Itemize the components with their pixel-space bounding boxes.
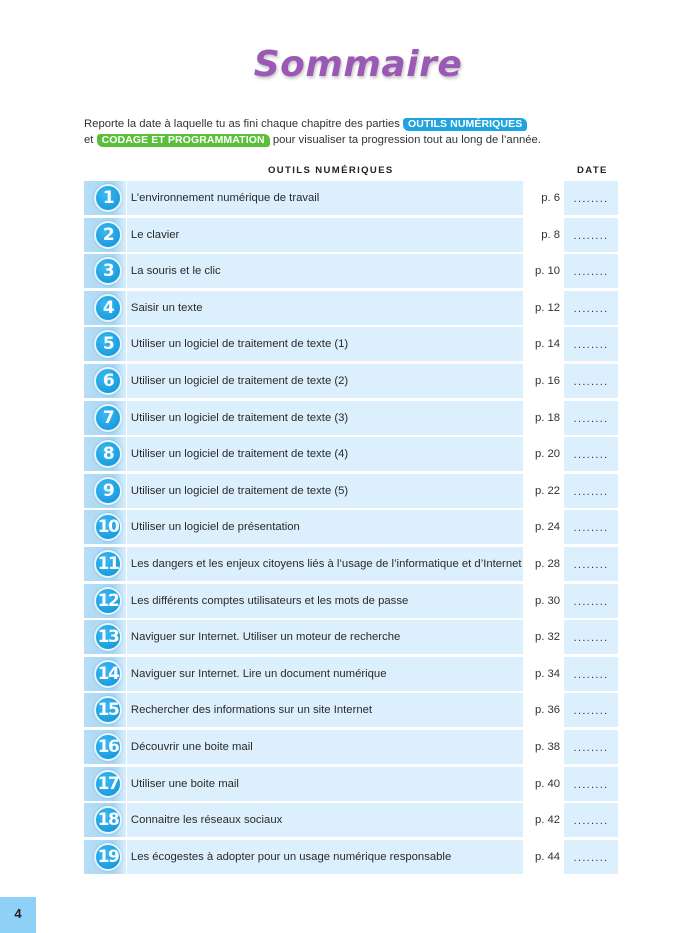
chapter-number-circle-icon: 5 bbox=[94, 330, 122, 358]
chapter-row bbox=[84, 584, 618, 618]
chapter-page-ref: p. 32 bbox=[534, 631, 561, 644]
chapter-number-circle-icon: 14 bbox=[94, 660, 122, 688]
chapter-page-ref: p. 40 bbox=[534, 777, 561, 790]
chapter-title: La souris et le clic bbox=[127, 254, 523, 288]
chapter-date-field[interactable]: ........ bbox=[564, 474, 618, 508]
chapter-number-circle-icon: 13 bbox=[94, 623, 122, 651]
chapter-title: Utiliser un logiciel de traitement de texte (5) bbox=[127, 474, 523, 508]
chapter-number-circle-icon: 8 bbox=[94, 440, 122, 468]
chapter-title: Utiliser un logiciel de traitement de texte (4) bbox=[127, 437, 523, 471]
chapter-page-ref: p. 16 bbox=[534, 374, 561, 387]
chapter-number-badge bbox=[84, 254, 126, 288]
chapter-title: Les écogestes à adopter pour un usage numérique responsable bbox=[127, 840, 523, 874]
chapter-row bbox=[84, 657, 618, 691]
chapter-title: Utiliser un logiciel de traitement de texte (1) bbox=[127, 327, 523, 361]
chapter-number-circle-icon: 4 bbox=[94, 294, 122, 322]
chapter-date-field[interactable]: ........ bbox=[564, 327, 618, 361]
date-column-header: DATE bbox=[577, 165, 608, 176]
chapter-page-ref: p. 20 bbox=[534, 448, 561, 461]
chapter-page-ref: p. 24 bbox=[534, 521, 561, 534]
chapter-row bbox=[84, 401, 618, 435]
tag-outils-numeriques: OUTILS NUMÉRIQUES bbox=[403, 118, 527, 131]
chapter-number-circle-icon: 17 bbox=[94, 770, 122, 798]
chapter-number-circle-icon: 19 bbox=[94, 843, 122, 871]
chapter-number-badge bbox=[84, 364, 126, 398]
tag-codage-programmation: CODAGE ET PROGRAMMATION bbox=[97, 134, 270, 147]
chapter-row bbox=[84, 620, 618, 654]
chapter-date-field[interactable]: ........ bbox=[564, 657, 618, 691]
chapter-title: Utiliser une boite mail bbox=[127, 767, 523, 801]
chapter-date-field[interactable]: ........ bbox=[564, 803, 618, 837]
chapter-page-ref: p. 34 bbox=[534, 667, 561, 680]
chapter-title: Utiliser un logiciel de traitement de texte (2) bbox=[127, 364, 523, 398]
chapter-number-circle-icon: 1 bbox=[94, 184, 122, 212]
chapter-date-field[interactable]: ........ bbox=[564, 584, 618, 618]
chapter-date-field[interactable]: ........ bbox=[564, 401, 618, 435]
chapter-title: Les dangers et les enjeux citoyens liés à l’usage de l’informatique et d’Internet bbox=[127, 547, 523, 581]
chapter-number-badge bbox=[84, 693, 126, 727]
chapter-row bbox=[84, 437, 618, 471]
section-header: OUTILS NUMÉRIQUES bbox=[268, 165, 394, 176]
chapter-number-circle-icon: 6 bbox=[94, 367, 122, 395]
chapter-page-ref: p. 10 bbox=[534, 265, 561, 278]
chapter-number-circle-icon: 18 bbox=[94, 806, 122, 834]
chapter-date-field[interactable]: ........ bbox=[564, 364, 618, 398]
chapter-date-field[interactable]: ........ bbox=[564, 547, 618, 581]
chapter-title: Connaitre les réseaux sociaux bbox=[127, 803, 523, 837]
chapter-number-badge bbox=[84, 620, 126, 654]
chapter-date-field[interactable]: ........ bbox=[564, 181, 618, 215]
chapter-page-ref: p. 18 bbox=[534, 411, 561, 424]
chapter-row bbox=[84, 767, 618, 801]
chapter-title: Le clavier bbox=[127, 218, 523, 252]
chapter-title: Utiliser un logiciel de traitement de texte (3) bbox=[127, 401, 523, 435]
chapter-title: L’environnement numérique de travail bbox=[127, 181, 523, 215]
chapter-date-field[interactable]: ........ bbox=[564, 730, 618, 764]
chapter-number-badge bbox=[84, 327, 126, 361]
chapter-date-field[interactable]: ........ bbox=[564, 510, 618, 544]
chapter-number-circle-icon: 7 bbox=[94, 404, 122, 432]
chapter-page-ref: p. 12 bbox=[534, 301, 561, 314]
chapter-row bbox=[84, 840, 618, 874]
chapter-number-badge bbox=[84, 584, 126, 618]
chapter-title: Découvrir une boite mail bbox=[127, 730, 523, 764]
intro-line2-text: pour visualiser ta progression tout au long de l’année. bbox=[272, 133, 541, 146]
chapter-number-circle-icon: 10 bbox=[94, 513, 122, 541]
chapter-row bbox=[84, 730, 618, 764]
chapter-row bbox=[84, 218, 618, 252]
chapter-number-circle-icon: 16 bbox=[94, 733, 122, 761]
chapter-date-field[interactable]: ........ bbox=[564, 437, 618, 471]
chapter-row bbox=[84, 327, 618, 361]
chapter-number-badge bbox=[84, 730, 126, 764]
chapter-number-badge bbox=[84, 510, 126, 544]
chapter-page-ref: p. 36 bbox=[534, 704, 561, 717]
chapter-date-field[interactable]: ........ bbox=[564, 254, 618, 288]
page-number: 4 bbox=[0, 897, 36, 933]
chapter-number-badge bbox=[84, 657, 126, 691]
chapter-number-badge bbox=[84, 218, 126, 252]
intro-line2-prefix: et bbox=[84, 133, 94, 146]
page-title: Sommaire bbox=[253, 44, 463, 85]
chapter-title: Rechercher des informations sur un site Internet bbox=[127, 693, 523, 727]
chapter-row bbox=[84, 510, 618, 544]
chapter-row bbox=[84, 364, 618, 398]
chapter-date-field[interactable]: ........ bbox=[564, 620, 618, 654]
chapter-title: Saisir un texte bbox=[127, 291, 523, 325]
chapter-page-ref: p. 44 bbox=[534, 850, 561, 863]
chapter-date-field[interactable]: ........ bbox=[564, 693, 618, 727]
chapter-number-badge bbox=[84, 437, 126, 471]
chapter-number-circle-icon: 15 bbox=[94, 696, 122, 724]
chapter-row bbox=[84, 291, 618, 325]
chapter-row bbox=[84, 693, 618, 727]
chapter-page-ref: p. 42 bbox=[534, 814, 561, 827]
chapter-row bbox=[84, 474, 618, 508]
chapter-row bbox=[84, 547, 618, 581]
chapter-date-field[interactable]: ........ bbox=[564, 767, 618, 801]
chapter-title: Utiliser un logiciel de présentation bbox=[127, 510, 523, 544]
chapter-row bbox=[84, 254, 618, 288]
chapter-page-ref: p. 8 bbox=[541, 228, 561, 241]
chapter-title: Naviguer sur Internet. Lire un document numérique bbox=[127, 657, 523, 691]
chapter-list bbox=[84, 181, 618, 876]
chapter-page-ref: p. 22 bbox=[534, 484, 561, 497]
chapter-number-circle-icon: 12 bbox=[94, 587, 122, 615]
chapter-page-ref: p. 38 bbox=[534, 740, 561, 753]
chapter-page-ref: p. 14 bbox=[534, 338, 561, 351]
intro-instructions bbox=[84, 117, 644, 148]
chapter-number-circle-icon: 2 bbox=[94, 221, 122, 249]
intro-line1-text: Reporte la date à laquelle tu as fini chaque chapitre des parties bbox=[84, 118, 400, 130]
chapter-number-badge bbox=[84, 767, 126, 801]
chapter-title: Les différents comptes utilisateurs et les mots de passe bbox=[127, 584, 523, 618]
chapter-page-ref: p. 6 bbox=[541, 192, 561, 204]
chapter-number-badge bbox=[84, 840, 126, 874]
chapter-page-ref: p. 30 bbox=[534, 594, 561, 607]
chapter-number-badge bbox=[84, 547, 126, 581]
chapter-number-circle-icon: 11 bbox=[94, 550, 122, 578]
chapter-row bbox=[84, 803, 618, 837]
chapter-number-circle-icon: 9 bbox=[94, 477, 122, 505]
chapter-number-badge bbox=[84, 474, 126, 508]
chapter-date-field[interactable]: ........ bbox=[564, 291, 618, 325]
chapter-number-badge bbox=[84, 291, 126, 325]
chapter-number-badge bbox=[84, 401, 126, 435]
chapter-number-circle-icon: 3 bbox=[94, 257, 122, 285]
chapter-number-badge bbox=[84, 803, 126, 837]
chapter-date-field[interactable]: ........ bbox=[564, 840, 618, 874]
chapter-date-field[interactable]: ........ bbox=[564, 218, 618, 252]
chapter-page-ref: p. 28 bbox=[534, 557, 561, 570]
chapter-title: Naviguer sur Internet. Utiliser un moteur de recherche bbox=[127, 620, 523, 654]
chapter-number-badge bbox=[84, 181, 126, 215]
chapter-row bbox=[84, 181, 618, 215]
